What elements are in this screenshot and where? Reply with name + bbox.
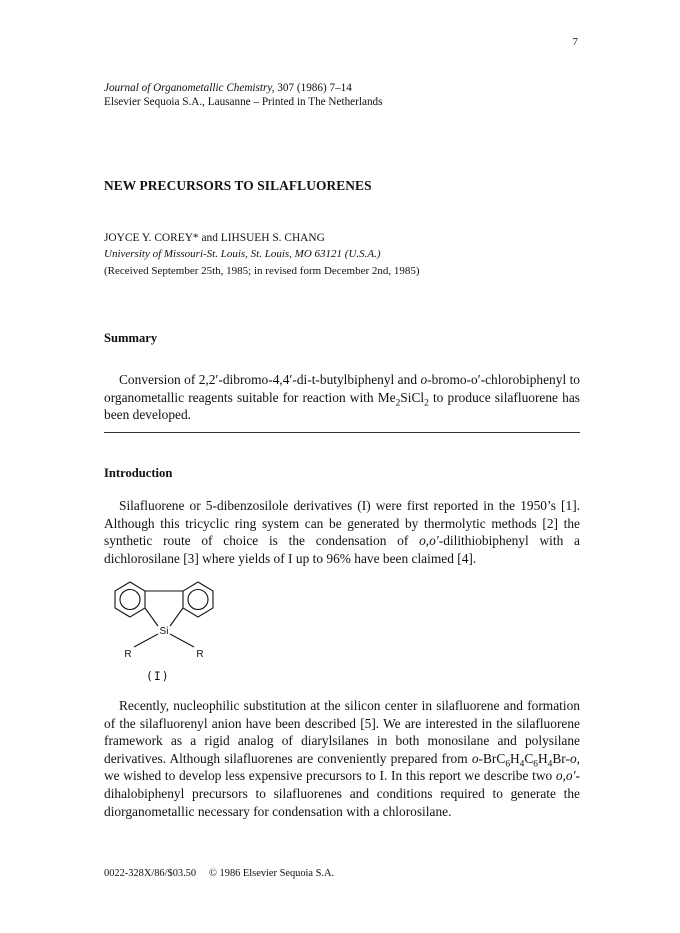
summary-paragraph	[104, 371, 580, 424]
intro-text: H	[510, 750, 520, 766]
section-divider	[104, 432, 580, 433]
intro-text: -dilithiobiphenyl with a dichlorosilane [3] where yields of I up to 96% have been claimed [4].	[104, 533, 580, 566]
authors: JOYCE Y. COREY* and LIHSUEH S. CHANG	[104, 232, 325, 244]
subscript: 4	[519, 759, 525, 770]
si-r-bond-right	[170, 634, 194, 647]
atom-r-right: R	[196, 649, 204, 660]
introduction-heading: Introduction	[104, 466, 173, 480]
intro-text: Silafluorene or 5-dibenzosilole derivatives (I) were first reported in the 1950’s [1]. Although this tricyclic ring system can be generated by thermolytic methods [2] the synthetic route of choice is the condensation of	[104, 498, 580, 549]
received-dates: (Received September 25th, 1985; in revised form December 2nd, 1985)	[104, 265, 420, 277]
introduction-paragraph-1	[104, 497, 580, 567]
summary-text: -bromo-o′-chlorobiphenyl to organometallic reagents suitable for reaction with Me	[104, 372, 581, 405]
structure-label: (I)	[146, 669, 170, 683]
publisher-line: Elsevier Sequoia S.A., Lausanne – Printed in The Netherlands	[104, 96, 383, 108]
intro-text: , we wished to develop less expensive precursors to I. In this report we describe two	[104, 750, 580, 784]
left-aromatic-circle	[120, 590, 140, 610]
subscript: 4	[547, 759, 553, 770]
intro-italic: o,o′	[555, 768, 576, 784]
intro-italic: o	[569, 750, 577, 766]
summary-text: Conversion of 2,2′-dibromo-4,4′-di-t-butylbiphenyl and	[119, 372, 421, 387]
right-aromatic-circle	[188, 590, 208, 610]
atom-r-left: R	[124, 649, 132, 660]
subscript: 6	[505, 759, 510, 770]
journal-name: Journal of Organometallic Chemistry,	[104, 82, 275, 94]
intro-text: -dihalobiphenyl precursors to silafluorenes and conditions required to generate the diorganometallic necessary for condensation with a chlorosilane.	[104, 768, 580, 819]
article-title: NEW PRECURSORS TO SILAFLUORENES	[104, 178, 372, 193]
summary-text: SiCl	[400, 389, 425, 405]
subscript: 2	[424, 397, 429, 408]
journal-volume: 307 (1986) 7–14	[274, 82, 352, 94]
si-bond-left	[145, 608, 158, 626]
subscript: 2	[395, 397, 401, 408]
si-bond-right	[170, 608, 183, 626]
summary-heading: Summary	[104, 331, 158, 345]
subscript: 6	[533, 759, 538, 770]
summary-italic: o	[420, 372, 428, 387]
intro-text: Recently, nucleophilic substitution at the silicon center in silafluorene and formation of the silafluorenyl anion have been described [5]. We are interested in the silafluorene framework as a rigid analog of diarylsilanes in both monosilane and polysilane derivatives. Although silafluorenes are conveniently prepared from	[104, 698, 580, 766]
intro-italic: o,o′	[419, 533, 439, 549]
summary-text: to produce silafluorene has been developed.	[104, 389, 580, 423]
intro-text: Br-	[552, 750, 570, 766]
introduction-paragraph-2	[104, 697, 580, 820]
atom-si: Si	[159, 626, 169, 637]
intro-text: C	[524, 750, 534, 766]
intro-text: -BrC	[478, 750, 506, 766]
si-r-bond-left	[134, 634, 158, 647]
intro-text: H	[537, 750, 548, 766]
intro-italic: o	[471, 750, 479, 766]
silafluorene-structure-diagram	[104, 573, 234, 663]
footer-copyright: 0022-328X/86/$03.50 © 1986 Elsevier Sequoia S.A.	[104, 868, 335, 879]
page-number: 7	[572, 36, 578, 48]
journal-citation	[104, 82, 352, 94]
affiliation: University of Missouri-St. Louis, St. Louis, MO 63121 (U.S.A.)	[104, 248, 381, 260]
